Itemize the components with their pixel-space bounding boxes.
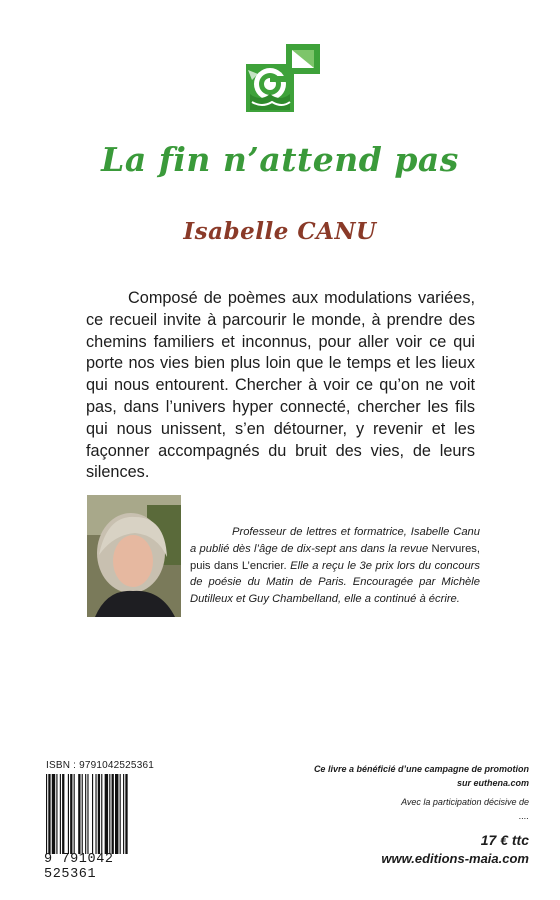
participation-line-1: Avec la participation décisive de xyxy=(401,797,529,807)
barcode-bar xyxy=(105,774,108,854)
barcode-bar xyxy=(78,774,80,854)
barcode-bar xyxy=(120,774,121,854)
barcode-bar xyxy=(109,774,110,854)
promo-line-2: sur euthena.com xyxy=(456,778,529,788)
bio-part2: Nervures, puis dans L’encrier. xyxy=(190,542,480,572)
promotion-note xyxy=(269,762,529,790)
barcode-bar xyxy=(68,774,69,854)
barcode-bar xyxy=(52,774,55,854)
barcode-bar xyxy=(62,774,64,854)
blurb-text: Composé de poèmes aux modulations variées, ce recueil invite à parcourir le monde, à prendre des chemins familiers et inconnus, pour aller voir ce qui porte nos vies bien plus loin que le temps et les lieux qui nous entourent. Chercher à voir ce qu’on ne voit pas, dans l’univers hyper connecté, chercher les fils qui nous unissent, s’en détourner, y revenir et les façonner accompagnés du bruit des vies, de leurs silences. xyxy=(86,289,475,482)
barcode-bar xyxy=(98,774,100,854)
isbn-label: ISBN : 9791042525361 xyxy=(46,760,154,771)
barcode-bar xyxy=(125,774,127,854)
barcode-bar xyxy=(56,774,57,854)
price: 17 € ttc xyxy=(480,832,529,848)
participation-note xyxy=(269,795,529,823)
barcode-bar xyxy=(70,774,72,854)
barcode-bar xyxy=(85,774,86,854)
barcode-bar xyxy=(87,774,88,854)
barcode-bar xyxy=(48,774,50,854)
author-bio xyxy=(190,524,480,608)
publisher-website[interactable]: www.editions-maia.com xyxy=(381,851,529,866)
book-blurb xyxy=(86,288,475,484)
book-title: La fin n’attend pas xyxy=(101,140,459,179)
barcode-number: 9 791042 525361 xyxy=(44,852,114,882)
barcode-bar xyxy=(95,774,96,854)
author-portrait xyxy=(87,495,181,617)
barcode xyxy=(44,774,162,854)
bio-part3: Elle a reçu le 3e prix lors du concours de poésie du Matin de Paris. Encouragée par Michèle Dutilleux et Guy Chambelland, elle a continué à écrire. xyxy=(190,559,480,606)
bio-part1: Professeur de lettres et formatrice, Isabelle Canu a publié dès l’âge de dix-sept ans dans la revue xyxy=(190,526,480,555)
barcode-bar xyxy=(115,774,118,854)
author-name: Isabelle CANU xyxy=(183,218,377,245)
barcode-bar xyxy=(60,774,61,854)
barcode-bar xyxy=(101,774,102,854)
participation-line-2: .... xyxy=(518,811,529,821)
publisher-logo-icon xyxy=(246,44,320,112)
barcode-bar xyxy=(46,774,47,854)
barcode-bar xyxy=(74,774,75,854)
barcode-bar xyxy=(82,774,83,854)
promo-line-1: Ce livre a bénéficié d’une campagne de promotion xyxy=(313,764,529,774)
barcode-bar xyxy=(92,774,93,854)
barcode-bar xyxy=(112,774,114,854)
barcode-bar xyxy=(123,774,124,854)
